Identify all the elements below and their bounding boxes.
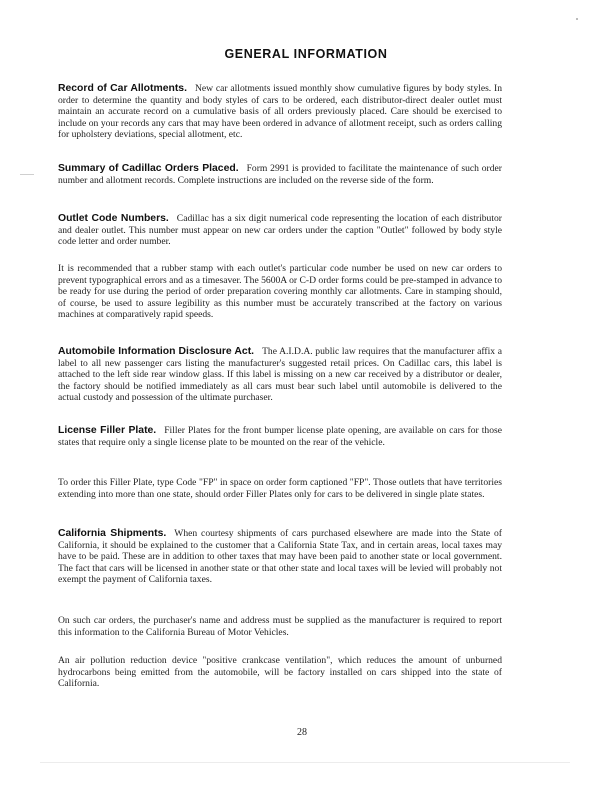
section-california-shipments: [58, 528, 502, 586]
paragraph-text: It is recommended that a rubber stamp with each outlet's particular code number be used on new car orders to prevent typographical errors and as a timesaver. The 5600A or C-D order forms could be pre-stamped in advance to be ready for use during the period of order preparation covering monthly car allotments. Care in stamping should, of course, be used to assure legibility as this number must be accurately transcribed at the factory on various machines at comparatively rapid speeds.: [58, 263, 502, 321]
section-heading: Automobile Information Disclosure Act.: [58, 346, 255, 357]
section-text: Form 2991 is provided to facilitate the maintenance of such order number and allotment records. Complete instructions are included on the reverse side of the form.: [58, 163, 502, 186]
section-aida: [58, 346, 502, 404]
section-heading: California Shipments.: [58, 528, 167, 539]
paragraph-text: To order this Filler Plate, type Code "FP" in space on order form captioned "FP". Those outlets that have territories extending into more than one state, should order Filler Plates only for cars to be delivered in single plate states.: [58, 477, 502, 500]
page-title: GENERAL INFORMATION: [224, 47, 388, 61]
section-outlet-code-numbers: [58, 213, 502, 248]
section-text: New car allotments issued monthly show cumulative figures by body styles. In order to determine the quantity and body styles of cars to be ordered, each distributor-direct dealer outlet must maintain an accurate record on a cumulative basis of all orders previously placed. Care should be exercised to include on your records any cars that may have been ordered in advance of allotment receipt, such as orders calling for upholstery deviations, special allotment, etc.: [58, 83, 502, 141]
section-record-of-car-allotments: [58, 83, 502, 141]
section-text: Filler Plates for the front bumper license plate opening, are available on cars for those states that require only a single license plate to be mounted on the rear of the vehicle.: [58, 425, 502, 448]
section-text: The A.I.D.A. public law requires that the manufacturer affix a label to all new passenger cars listing the manufacturer's suggested retail prices. On Cadillac cars, this label is attached to the left side rear window glass. If this label is missing on a new car received by a distributor or dealer, the factory should be notified immediately as all cars must bear such label until automobile is delivered to the actual custody and possession of the ultimate purchaser.: [58, 346, 502, 404]
bottom-scan-line: [40, 762, 570, 763]
section-text: When courtesy shipments of cars purchased elsewhere are made into the State of California, it should be explained to the customer that a California State Tax, and in certain areas, local taxes may have to be paid. These are in addition to other taxes that may have been paid to another state or local government. The fact that cars will be licensed in another state or that other state and local taxes will be levied will probably not exempt the payment of California taxes.: [58, 528, 502, 586]
paragraph-air-pollution: [58, 655, 502, 690]
paragraph-text: An air pollution reduction device "positive crankcase ventilation", which reduces the amount of unburned hydrocarbons being emitted from the automobile, will be factory installed on cars shipped into the state of California.: [58, 655, 502, 690]
section-text: Cadillac has a six digit numerical code representing the location of each distributor and dealer outlet. This number must appear on new car orders under the caption "Outlet" followed by body style code letter and order number.: [58, 213, 502, 248]
section-summary-of-orders: [58, 163, 502, 186]
section-heading: Record of Car Allotments.: [58, 83, 187, 94]
section-heading: License Filler Plate.: [58, 425, 157, 436]
paragraph-text: On such car orders, the purchaser's name and address must be supplied as the manufacturer is required to report this information to the California Bureau of Motor Vehicles.: [58, 615, 502, 638]
page-number: 28: [297, 727, 307, 738]
paragraph-purchaser-info: [58, 615, 502, 638]
section-license-filler-plate: [58, 425, 502, 448]
margin-mark: [20, 174, 34, 175]
paragraph-rubber-stamp: [58, 263, 502, 321]
paragraph-order-filler-plate: [58, 477, 502, 500]
section-heading: Summary of Cadillac Orders Placed.: [58, 163, 239, 174]
corner-mark: [576, 18, 578, 20]
section-heading: Outlet Code Numbers.: [58, 213, 169, 224]
